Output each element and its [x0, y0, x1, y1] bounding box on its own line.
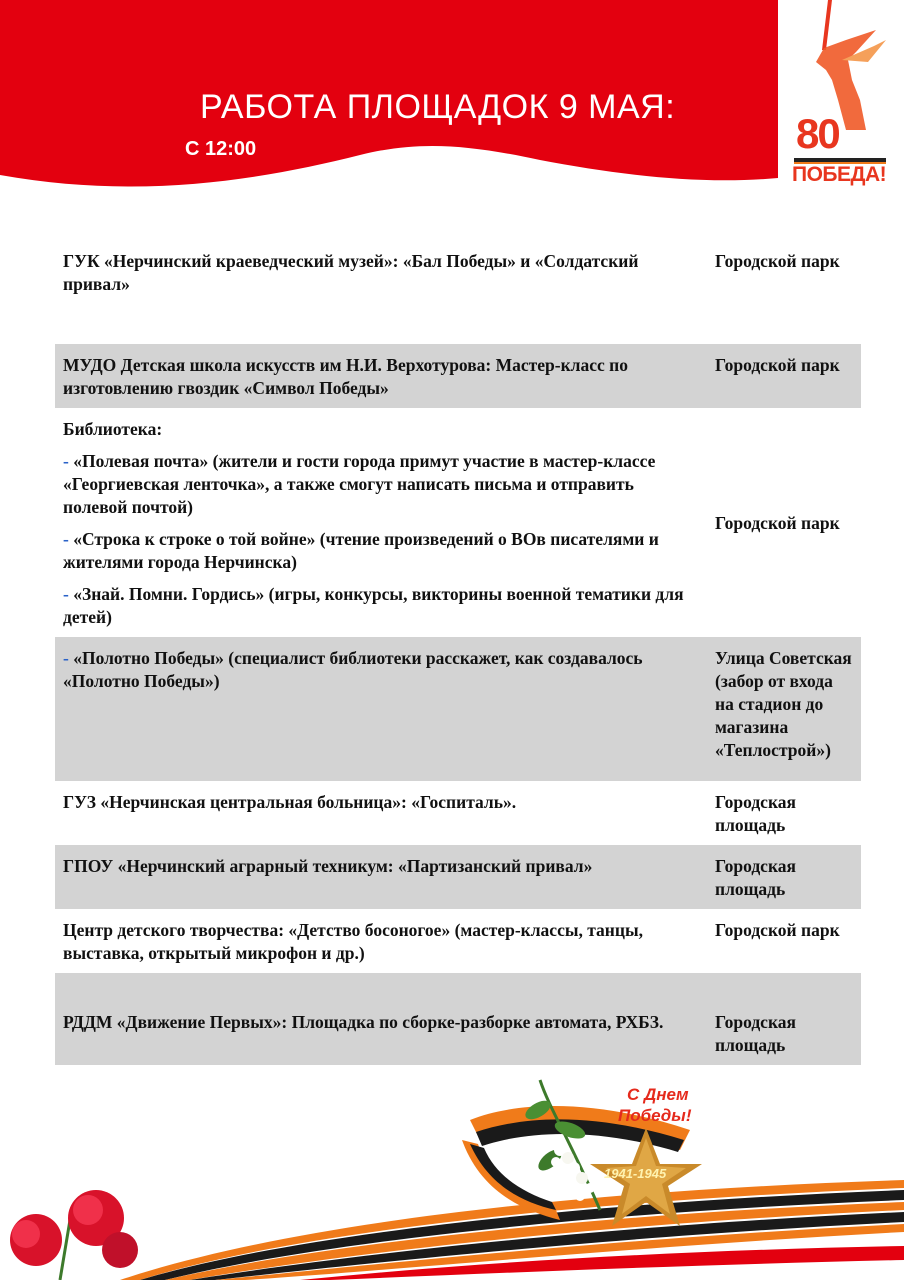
- page-title: РАБОТА ПЛОЩАДОК 9 МАЯ:: [200, 88, 676, 126]
- lilac-flowers-icon: [510, 1070, 630, 1220]
- event-text: - «Полотно Победы» (специалист библиотеки расскажет, как создавалось «Полотно Победы»): [63, 648, 643, 691]
- table-row: [55, 781, 861, 845]
- event-cell: [55, 973, 703, 1065]
- place-cell: Городской парк: [703, 344, 861, 408]
- place-cell: Городская площадь: [703, 845, 861, 909]
- event-text: - «Полевая почта» (жители и гости города примут участие в мастер-классе «Георгиевская ленточка», а также смогут написать письма и отправить полевой почтой): [63, 451, 656, 517]
- event-cell: [55, 781, 703, 845]
- event-cell: [55, 408, 703, 637]
- table-row: [55, 909, 861, 973]
- event-cell: [55, 637, 703, 781]
- start-time: С 12:00: [185, 138, 257, 160]
- event-cell: [55, 240, 703, 344]
- event-text: РДДМ «Движение Первых»: Площадка по сборке-разборке автомата, РХБЗ.: [63, 1012, 664, 1032]
- event-text: - «Знай. Помни. Гордись» (игры, конкурсы, викторины военной тематики для детей): [63, 584, 684, 627]
- victory-80-logo: [786, 0, 896, 195]
- place-cell: Городской парк: [715, 251, 840, 271]
- event-text: МУДО Детская школа искусств им Н.И. Верхотурова: Мастер-класс по изготовлению гвоздик «Символ Победы»: [63, 355, 628, 398]
- table-row: [55, 973, 861, 1065]
- section-heading: Библиотека:: [63, 419, 163, 439]
- event-cell: [55, 845, 703, 909]
- event-text: ГУК «Нерчинский краеведческий музей»: «Бал Победы» и «Солдатский привал»: [63, 251, 639, 294]
- place-cell: Городской парк: [715, 513, 840, 533]
- event-text: ГПОУ «Нерчинский аграрный техникум: «Партизанский привал»: [63, 856, 593, 876]
- event-cell: [55, 909, 703, 973]
- greeting-line-1: С Днем: [627, 1085, 689, 1104]
- greeting-line-2: Победы!: [618, 1106, 692, 1125]
- schedule-table: [55, 240, 861, 1065]
- place-cell: Улица Советская (забор от входа на стадион до магазина «Теплострой»): [703, 637, 861, 781]
- event-text: - «Строка к строке о той войне» (чтение произведений о ВОв писателями и жителями города Нерчинска): [63, 529, 659, 572]
- table-row: [55, 637, 861, 781]
- table-row: [55, 845, 861, 909]
- logo-word: ПОБЕДА!: [792, 163, 887, 186]
- table-row: [55, 408, 861, 637]
- footer-decoration: [0, 1060, 904, 1280]
- table-row: [55, 344, 861, 408]
- table-row: [55, 240, 861, 344]
- carnation-flowers-icon: [0, 1180, 150, 1280]
- place-cell: Городской парк: [715, 920, 840, 940]
- event-cell: [55, 344, 703, 408]
- years-label: 1941-1945: [604, 1166, 667, 1181]
- place-cell: Городская площадь: [703, 973, 861, 1065]
- event-text: ГУЗ «Нерчинская центральная больница»: «Госпиталь».: [63, 792, 517, 812]
- place-cell: Городская площадь: [715, 792, 796, 835]
- logo-number: 80: [796, 110, 839, 157]
- event-text: Центр детского творчества: «Детство босоногое» (мастер-классы, танцы, выставка, открытый микрофон и др.): [63, 920, 644, 963]
